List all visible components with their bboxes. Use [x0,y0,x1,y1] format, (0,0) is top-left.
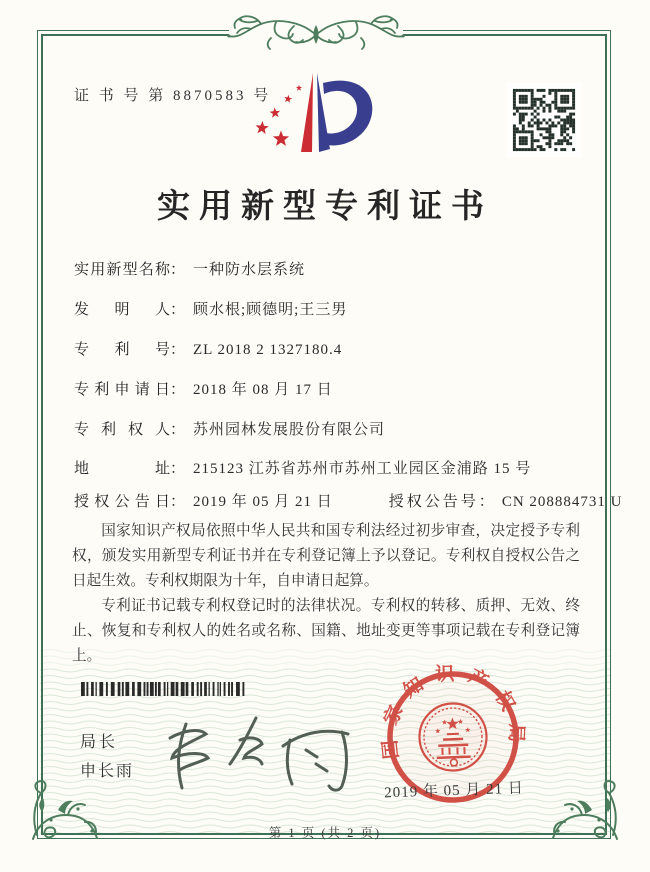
seal-org-text: 国家知识产权局 [378,663,527,761]
field-value: 215123 江苏省苏州市苏州工业园区金浦路 15 号 [193,461,532,477]
legal-text-block [72,519,580,669]
field-label: 专利申请日 [74,382,170,398]
field-colon: ： [170,461,186,477]
field-row-inventors [74,298,594,320]
director-name: 申长雨 [80,763,135,780]
field-value: 苏州园林发展股份有限公司 [193,422,386,438]
field-colon: ： [170,494,186,510]
director-title: 局长 [80,734,119,751]
field-label: 专利号 [74,342,170,358]
seal-date: 2019 年 05 月 21 日 [383,780,525,802]
field-label: 地址 [74,461,170,477]
field-value: 2018 年 08 月 17 日 [193,382,333,398]
field-colon: ： [170,342,186,358]
field-colon: ： [170,302,186,318]
legal-paragraph-1: 国家知识产权局依照中华人民共和国专利法经过初步审查，决定授予专利权，颁发实用新型专利证书并在专利登记簿上予以登记。专利权自授权公告之日起生效。专利权期限为十年，自申请日起算。 [72,523,580,589]
field-row-grant-date-and-number [74,490,623,512]
field-value: 2019 年 05 月 21 日 [193,494,333,510]
field-value: ZL 2018 2 1327180.4 [193,342,343,358]
certificate-number: 证 书 号 第 8870583 号 [74,88,272,104]
field-label: 专利权人 [74,422,170,438]
field-row-utility-model-name [74,258,594,280]
field-value: 顾水根;顾德明;王三男 [193,302,348,318]
field-colon: ： [170,422,186,438]
field-label: 发明人 [74,302,170,318]
field-row-address [74,457,594,479]
cnipa-logo-icon [235,66,385,168]
field-label: 实用新型名称 [74,262,170,278]
field-row-filing-date [74,378,594,400]
certificate-title: 实用新型专利证书 [157,189,493,225]
qr-code-icon [507,83,581,157]
field-colon: ： [478,494,494,510]
barcode-icon [80,682,250,696]
grant-publication-value: CN 208884731 U [501,494,623,510]
grant-publication-label: 授权公告号 [388,494,479,510]
field-colon: ： [170,262,186,278]
page-number: 第 1 页 (共 2 页) [268,826,382,840]
field-label: 授权公告日 [74,494,170,510]
handwritten-signature-icon [148,712,363,800]
field-colon: ： [170,382,186,398]
field-row-patentee [74,418,594,440]
field-value: 一种防水层系统 [193,262,306,278]
legal-paragraph-2: 专利证书记载专利权登记时的法律状况。专利权的转移、质押、无效、终止、恢复和专利权人的姓名或名称、国籍、地址变更等事项记载在专利登记簿上。 [72,598,580,664]
national-emblem-icon [418,702,487,771]
top-border-ornament-icon [215,8,417,56]
field-row-patent-number [74,338,594,360]
